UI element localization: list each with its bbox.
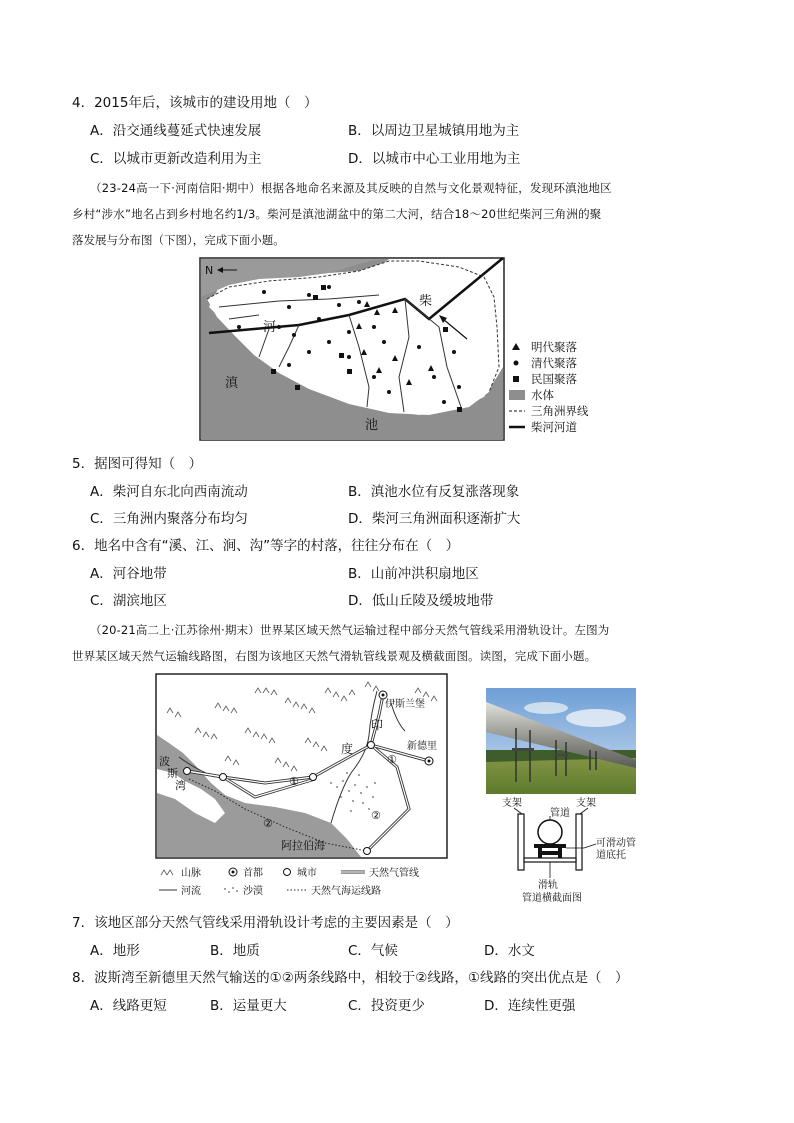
- legend-qing: 清代聚落: [531, 356, 577, 370]
- legend-ming: 明代聚落: [531, 340, 577, 354]
- q5-option-a: A．柴河自东北向西南流动: [90, 484, 248, 500]
- legend-minguo: 民国聚落: [531, 372, 577, 386]
- qing-settlement-icon: [514, 361, 519, 366]
- sliding-rail: [524, 858, 576, 862]
- q8-stem: 8．波斯湾至新德里天然气输送的①②两条线路中，相较于②线路，①线路的突出优点是（ ）: [72, 970, 629, 986]
- support-right: [576, 814, 582, 870]
- city-legend-icon: [284, 869, 291, 876]
- pipe-cross-section: [500, 796, 650, 906]
- support-left-label: 支架: [502, 798, 522, 809]
- q7-option-c: C．气候: [348, 943, 398, 959]
- newdelhi-label: 新德里: [407, 741, 437, 752]
- map1-legend: [509, 340, 589, 434]
- support-right-label: 支架: [576, 798, 596, 809]
- water-icon: [509, 390, 525, 400]
- q7-option-b: B．地质: [210, 943, 260, 959]
- map2-legend: [159, 866, 419, 897]
- passage1-line2: 乡村“涉水”地名占到乡村地名约1/3。柴河是滇池湖盆中的第二大河，结合18～20世纪柴河三角洲的聚: [72, 207, 602, 221]
- ming-settlement-icon: [512, 343, 520, 350]
- legend-desert: 沙漠: [243, 886, 263, 897]
- wan-label: 湾: [175, 779, 186, 792]
- legend-river: 河流: [181, 886, 201, 897]
- support-left: [518, 814, 524, 870]
- passage1-line3: 落发展与分布图（下图），完成下面小题。: [72, 233, 285, 247]
- legend-boundary: 三角洲界线: [531, 404, 589, 418]
- arabian-sea-label: 阿拉伯海: [281, 839, 325, 852]
- passage2-line2: 世界某区域天然气运输线路图，右图为该地区天然气滑轨管线景观及横截面图。读图，完成下面小题。: [72, 649, 597, 663]
- du-label: 度: [341, 742, 354, 756]
- q4-option-d: D．以城市中心工业用地为主: [348, 151, 521, 167]
- legend-pipeline: 天然气管线: [369, 868, 419, 879]
- bo-label: 波: [159, 755, 170, 768]
- si-label: 斯: [167, 767, 178, 780]
- dian-label: 滇: [225, 376, 239, 391]
- passage2-line1: （20-21高二上·江苏徐州·期末）世界某区域天然气运输过程中部分天然气管线采用滑轨设计。左图为: [90, 623, 610, 637]
- route1-label-west: ①: [289, 775, 299, 788]
- q7-stem: 7．该地区部分天然气管线采用滑轨设计考虑的主要因素是（ ）: [72, 915, 459, 931]
- q5-option-d: D．柴河三角洲面积逐渐扩大: [348, 511, 521, 527]
- route2-label-west: ②: [263, 817, 273, 830]
- rail-label: 滑轨: [538, 880, 558, 891]
- pipe-circle: [538, 820, 562, 844]
- q6-option-a: A．河谷地带: [90, 566, 167, 582]
- legend-mountain: 山脉: [181, 868, 201, 879]
- q7-option-a: A．地形: [90, 943, 140, 959]
- q4-option-c: C．以城市更新改造利用为主: [90, 151, 262, 167]
- north-label: N: [205, 264, 214, 277]
- q6-option-b: B．山前冲洪积扇地区: [348, 566, 479, 582]
- q8-option-c: C．投资更少: [348, 998, 425, 1014]
- he-label: 河: [263, 320, 277, 335]
- legend-water: 水体: [531, 388, 554, 402]
- pipeline-photo: [486, 688, 636, 794]
- q7-option-d: D．水文: [484, 943, 535, 959]
- q8-option-d: D．连续性更强: [484, 998, 576, 1014]
- passage1-line1: （23-24高一下·河南信阳·期中）根据各地命名来源及其反映的自然与文化景观特征，发现环滇池地区: [90, 181, 612, 195]
- route1-label-east: ①: [387, 753, 397, 766]
- islamabad-label: 伊斯兰堡: [385, 699, 425, 710]
- chi-label: 池: [365, 418, 379, 433]
- q6-option-d: D．低山丘陵及缓坡地带: [348, 593, 494, 609]
- q8-option-b: B．运量更大: [210, 998, 287, 1014]
- minguo-settlement-icon: [513, 376, 519, 382]
- section-caption: 管道横截面图: [522, 893, 582, 904]
- q4-stem: 4．2015年后，该城市的建设用地（ ）: [72, 95, 318, 111]
- legend-river: 柴河河道: [531, 420, 577, 434]
- legend-capital: 首都: [243, 868, 263, 879]
- q4-option-a: A．沿交通线蔓延式快速发展: [90, 123, 262, 139]
- q6-stem: 6．地名中含有“溪、江、涧、沟”等字的村落，往往分布在（ ）: [72, 538, 460, 554]
- movable-label-1: 可滑动管: [596, 838, 636, 849]
- q5-option-b: B．滇池水位有反复涨落现象: [348, 484, 520, 500]
- gas-route-map: [155, 673, 449, 901]
- q4-option-b: B．以周边卫星城镇用地为主: [348, 123, 520, 139]
- movable-label-2: 道底托: [596, 850, 626, 861]
- desert-legend-icon: [224, 887, 238, 893]
- q6-option-c: C．湖滨地区: [90, 593, 167, 609]
- chai-river-delta-map: [199, 257, 611, 443]
- q5-stem: 5．据图可得知（ ）: [72, 456, 203, 472]
- yin-label: 印: [371, 718, 384, 732]
- legend-city: 城市: [297, 868, 317, 879]
- route2-label-east: ②: [371, 809, 381, 822]
- legend-sea-route: 天然气海运线路: [311, 886, 381, 897]
- chai-label: 柴: [419, 294, 433, 309]
- q8-option-a: A．线路更短: [90, 998, 167, 1014]
- mountain-legend-icon: [161, 870, 173, 875]
- q5-option-c: C．三角洲内聚落分布均匀: [90, 511, 248, 527]
- pipe-label: 管道: [550, 808, 570, 819]
